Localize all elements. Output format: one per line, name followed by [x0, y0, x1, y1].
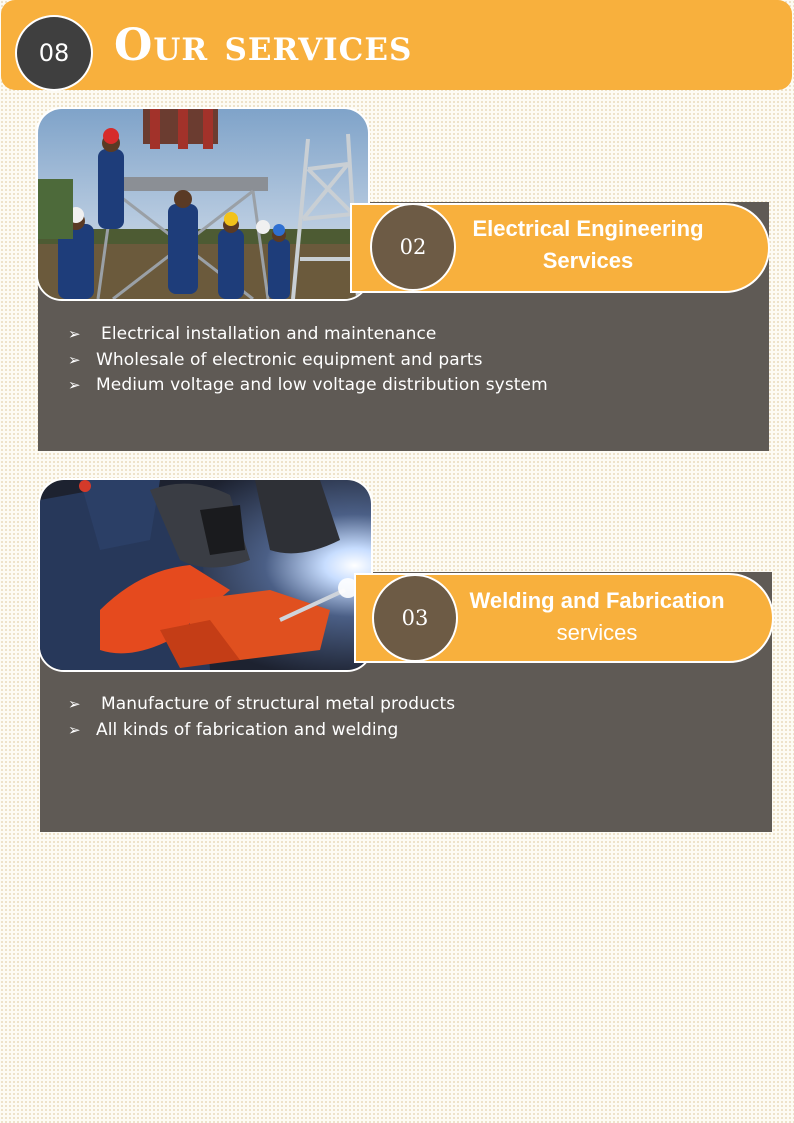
- electrical-workers-photo: [36, 107, 370, 301]
- arrow-bullet-icon: ➢: [68, 720, 81, 739]
- arrow-bullet-icon: ➢: [68, 695, 81, 713]
- list-item: [68, 322, 548, 348]
- service-title-welding-line2: services: [556, 620, 638, 645]
- service-number-badge-03: 03: [372, 574, 458, 662]
- list-item-text: Manufacture of structural metal products: [101, 694, 456, 714]
- service-title-electrical-line1: Electrical Engineering: [472, 216, 704, 241]
- service-title-electrical: [448, 213, 728, 277]
- service-title-welding: [452, 585, 742, 649]
- page-title: Our services: [114, 20, 413, 71]
- list-item: [68, 373, 548, 399]
- arrow-bullet-icon: ➢: [68, 325, 81, 343]
- list-item: [68, 348, 548, 374]
- list-item: [68, 718, 455, 744]
- service-list-electrical: [68, 322, 548, 399]
- list-item: [68, 692, 455, 718]
- list-item-text: All kinds of fabrication and welding: [96, 719, 399, 740]
- list-item-text: Wholesale of electronic equipment and parts: [96, 349, 483, 370]
- service-title-welding-line1: Welding and Fabrication: [469, 588, 725, 613]
- service-number-badge-02: 02: [370, 203, 456, 291]
- service-title-electrical-line2: Services: [542, 248, 634, 273]
- list-item-text: Electrical installation and maintenance: [101, 324, 437, 344]
- arrow-bullet-icon: ➢: [68, 350, 81, 369]
- page-number-badge: 08: [15, 15, 93, 91]
- service-list-welding: [68, 692, 455, 743]
- arrow-bullet-icon: ➢: [68, 376, 81, 394]
- list-item-text: Medium voltage and low voltage distribution system: [96, 375, 548, 395]
- welding-worker-photo: [38, 478, 373, 672]
